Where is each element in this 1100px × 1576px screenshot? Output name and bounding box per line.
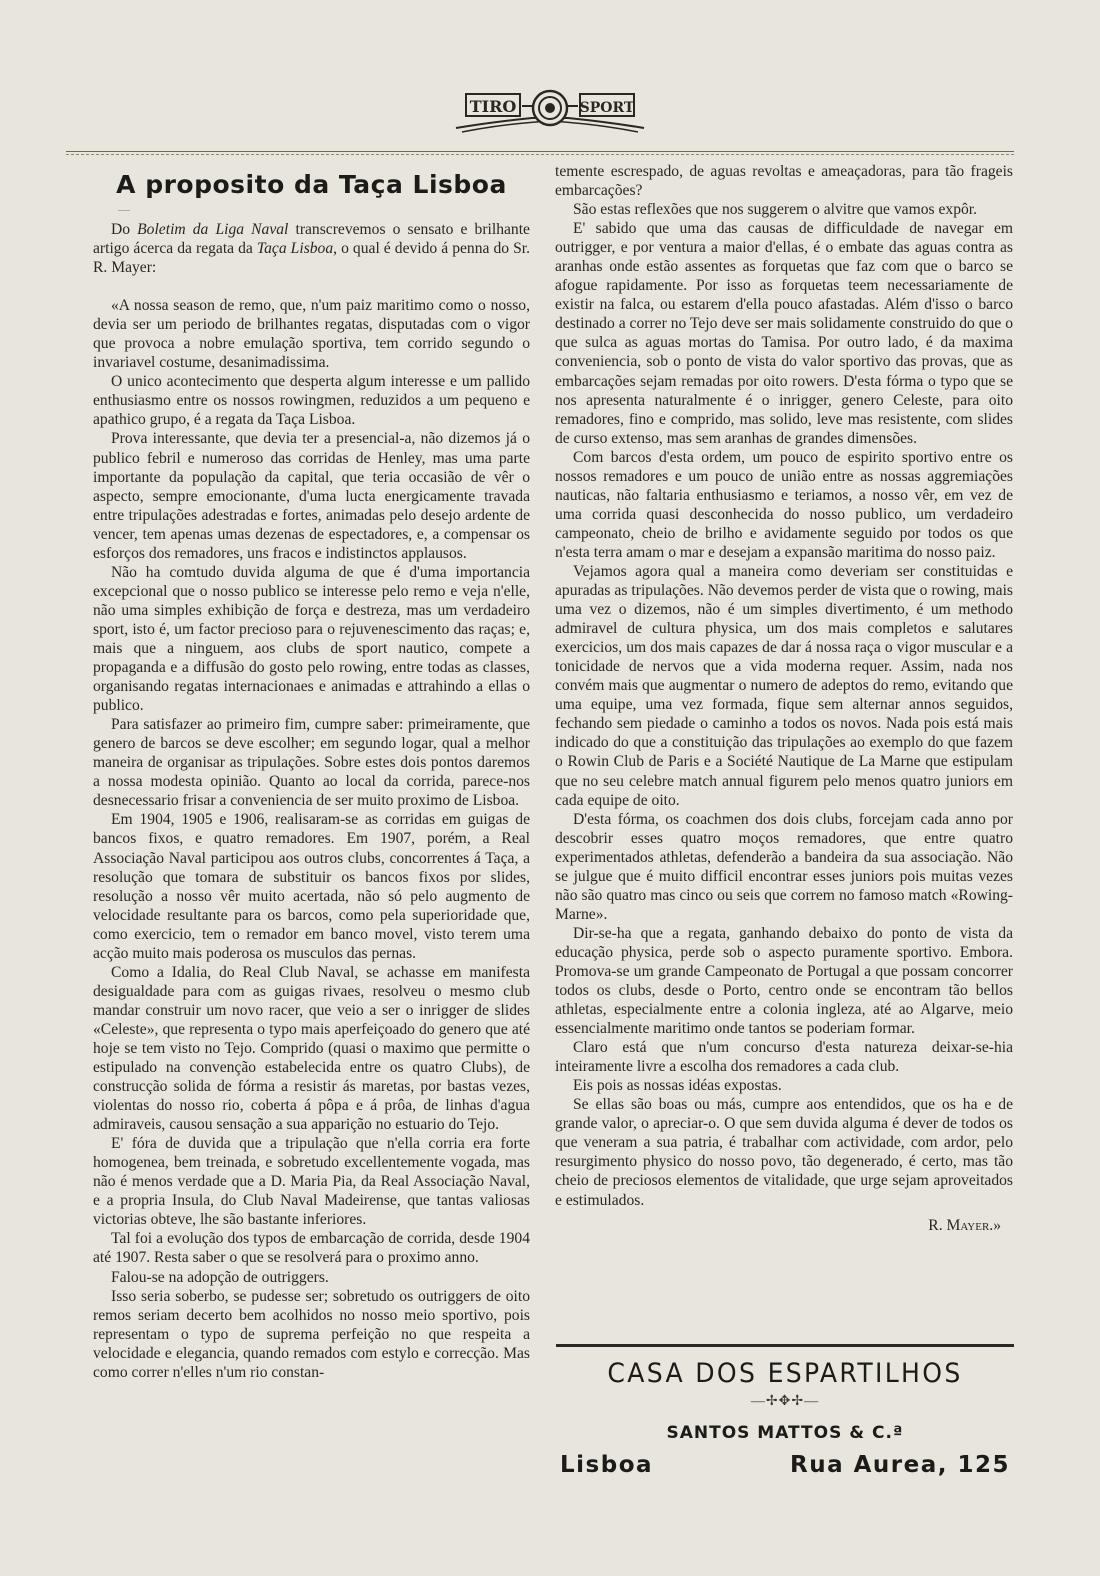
paragraph: temente escrespado, de aguas revoltas e ameaçadoras, para tão frageis embarcações?	[555, 163, 1013, 200]
paragraph: Como a Idalia, do Real Club Naval, se achasse em manifesta desigualdade para com as guigas rivaes, resolveu o mesmo club mandar construir um novo racer, que veio a ser o inrigger de slides «Celeste», que representa o typo mais aperfeiçoado do genero que até hoje se tem visto no Tejo. Comprido (quasi o maximo que permitte o estipulado na convenção estabelecida entre os quatro Clubs), de construcção solida de fórma a resistir ás maretas, por bastas vezes, violentas do nosso rio, coberta á pôpa e á prôa, de linhas d'agua admiraveis, causou sensação a sua apparição no estuario do Tejo.	[93, 963, 530, 1134]
advertisement-title: CASA DOS ESPARTILHOS	[607, 1358, 963, 1389]
article-intro: Do Boletim da Liga Naval transcrevemos o sensato e brilhante artigo ácerca da regata da Taça Lisboa, o qual é devido á penna do Sr. R. Mayer:	[93, 221, 531, 277]
paragraph: «A nossa season de remo, que, n'um paiz maritimo como o nosso, devia ser um periodo de brilhantes regatas, disputadas com o vigor que provoca a nobre emulação sportiva, tem corrido segundo o invariavel costume, desanimadissima.	[93, 297, 530, 372]
paragraph: E' sabido que uma das causas de difficuldade de navegar em outrigger, e por ventura a maior d'ellas, é o embate das aguas contra as aranhas onde estão assentes as forquetas que faz com que o barco se afogue rapidamente. Por isso as forquetas teem necessariamente de existir na falca, ou estarem d'ella pouco afastadas. Além d'isso o barco destinado a correr no Tejo deve ser mais solidamente construido do que o que sulca as aguas mortas do Tamisa. Por outro lado, é da maxima conveniencia, sob o ponto de vista do valor sportivo das provas, que as embarcações sejam remadas por oito rowers. D'esta fórma o typo que se nos apresenta naturalmente é o inrigger, genero Celeste, para oito remadores, fino e comprido, mas solido, leve mas resistente, com slides de curso extenso, mas sem aranhas de grandes dimensões.	[555, 220, 1013, 447]
header-rule	[66, 151, 1014, 152]
paragraph: Tal foi a evolução dos typos de embarcação de corrida, desde 1904 até 1907. Resta saber o que se resolverá para o proximo anno.	[93, 1230, 530, 1267]
paragraph: Falou-se na adopção de outriggers.	[111, 1268, 329, 1286]
paragraph: Não ha comtudo duvida alguma de que é d'uma importancia excepcional que o nosso publico se interesse pelo remo e veja n'elle, não uma simples exhibição de força e destreza, mas um verdadeiro sport, isto é, um factor precioso para o rejuvenescimento das raças; e, mais que a ninguem, aos clubs de sport nautico, compete a propaganda e a diffusão do gosto pelo rowing, entre todas as classes, organisando regatas internacionaes e animadas e attrahindo a ellas o publico.	[93, 563, 530, 715]
target-oars-emblem-icon	[452, 88, 648, 140]
paragraph: Eis pois as nossas idéas expostas.	[573, 1077, 782, 1095]
paragraph: São estas reflexões que nos suggerem o alvitre que vamos expôr.	[573, 201, 978, 219]
svg-text:SPORT: SPORT	[579, 100, 635, 116]
paragraph: Claro está que n'um concurso d'esta natureza deixar-se-hia inteiramente livre a escolha dos remadores a cada club.	[555, 1039, 1013, 1076]
advertisement-city: Lisboa	[560, 1452, 654, 1478]
article-title: A proposito da Taça Lisboa	[116, 170, 507, 199]
advertisement-company: SANTOS MATTOS & C.ª	[666, 1423, 904, 1443]
svg-text:TIRO: TIRO	[469, 97, 517, 116]
paragraph: Para satisfazer ao primeiro fim, cumpre saber: primeiramente, que genero de barcos se deve escolher; em segundo logar, qual a melhor maneira de organisar as tripulações. Sobre estes dois pontos daremos a nossa modesta opinião. Quanto ao local da corrida, parece-nos desnecessario frisar a conveniencia de ser muito proximo de Lisboa.	[93, 716, 530, 810]
advertisement	[556, 1356, 1014, 1480]
ornament-icon: —✢✥✢—	[750, 1394, 820, 1409]
advertisement-footer	[556, 1450, 1014, 1480]
advertisement-address: Rua Aurea, 125	[789, 1452, 1010, 1478]
title-dash: —	[118, 202, 130, 216]
paragraph: Isso seria soberbo, se pudesse ser; sobretudo os outriggers de oito remos seriam decerto bem acolhidos no nosso meio sportivo, pois representam o typo de suprema perfeição no que respeita a velocidade e elegancia, quando remados com estylo e correcção. Mas como correr n'elles n'um rio constan-	[93, 1287, 530, 1381]
paragraph: Vejamos agora qual a maneira como deveriam ser constituidas e apuradas as tripulações. Não devemos perder de vista que o rowing, mais uma vez o dizemos, não é um simples divertimento, é um methodo admiravel de cultura physica, um dos mais completos e salutares exercicios, um dos mais capazes de dar á nossa raça o vigor muscular e a tonicidade de nervos que a vida moderna requer. Assim, nada nos convém mais que augmentar o numero de adeptos do remo, evitando que uma equipe, uma vez formada, fique sem alternar annos seguidos, fechando sem piedade o caminho a todos os novos. Nada pois está mais indicado do que a constituição das tripulações ao exemplo do que fazem o Rowin Club de Paris e a Société Nautique de La Marne que estipulam que no seu celebre match annual figurem pelo menos quatro juniors em cada equipe de oito.	[555, 562, 1013, 809]
author-signature: R. Mayer.»	[928, 1216, 1001, 1234]
paragraph: O unico acontecimento que desperta algum interesse e um pallido enthusiasmo entre os nossos rowingmen, reduzidos a um pequeno e apathico grupo, é a regata da Taça Lisboa.	[93, 373, 530, 429]
article-column-left	[93, 162, 530, 1382]
paragraph: Se ellas são boas ou más, cumpre aos entendidos, que os ha e de grande valor, o apreciar-o. O que sem duvida alguma é dever de todos os que veneram a sua patria, é trabalhar com actividade, com ardor, pelo resurgimento physico do nosso povo, tão degenerado, é certo, mas tão cheio de preciosos elementos de vitalidade, que urge sejam aproveitados e estimulados.	[555, 1096, 1013, 1209]
advertisement-rule	[556, 1344, 1014, 1347]
paragraph: Em 1904, 1905 e 1906, realisaram-se as corridas em guigas de bancos fixos, e quatro remadores. Em 1907, porém, a Real Associação Naval participou aos outros clubs, concorrentes á Taça, a resolução que tomara de substituir os bancos fixos por slides, resolução a nosso vêr muito acertada, não só pelo augmento de velocidade resultante para os barcos, como pela superioridade que, como exercicio, tem o remador em banco movel, visto terem uma acção muito mais poderosa os musculos das pernas.	[93, 811, 530, 962]
paragraph: Prova interessante, que devia ter a presencial-a, não dizemos já o publico febril e numeroso das corridas de Henley, mas uma parte importante da população da capital, que teria occasião de vêr o aspecto, sempre emocionante, d'uma lucta energicamente travada entre tripulações adestradas e fortes, animadas pelo desejo ardente de vencer, tem apenas umas dezenas de espectadores, e, a compensar os esforços dos remadores, uns fracos e indistinctos applausos.	[93, 430, 530, 562]
paragraph: E' fóra de duvida que a tripulação que n'ella corria era forte homogenea, bem treinada, e sobretudo excellentemente vogada, mas não é menos verdade que a D. Maria Pia, da Real Associação Naval, e a propria Insula, do Club Naval Madeirense, que tantas valiosas victorias obteve, lhe são bastante inferiores.	[93, 1135, 530, 1229]
header-rule-dashed	[66, 154, 1014, 155]
paragraph: D'esta fórma, os coachmen dos dois clubs, forcejam cada anno por descobrir esses quatro moços remadores, que entre quatro experimentados athletas, defenderão a bandeira da sua associação. Não se julgue que é muito difficil encontrar esses juniors pois muitas vezes não são quatro mas cinco ou seis que correm no famoso match «Rowing-Marne».	[555, 810, 1013, 923]
paragraph: Com barcos d'esta ordem, um pouco de espirito sportivo entre os nossos remadores e um pouco de união entre as nossas aggremiações nauticas, não faltaria enthusiasmo e teriamos, a nosso vêr, em vez de uma corrida quasi desconhecida do nosso publico, um verdadeiro campeonato, cheio de brilho e avidamente seguido por todos os que n'esta terra amam o mar e desejam a expansão maritima do nosso paiz.	[555, 448, 1013, 561]
paragraph: Dir-se-ha que a regata, ganhando debaixo do ponto de vista da educação physica, perde sob o aspecto puramente sportivo. Embora. Promova-se um grande Campeonato de Portugal a que possam concorrer todos os clubs, desde o Porto, centro onde se encontram tão bellos athletas, especialmente entre a colonia ingleza, até ao Algarve, meio essencialmente maritimo onde tantos se poderiam formar.	[555, 924, 1013, 1038]
masthead-logo	[452, 88, 648, 140]
article-column-right	[555, 162, 1013, 1235]
